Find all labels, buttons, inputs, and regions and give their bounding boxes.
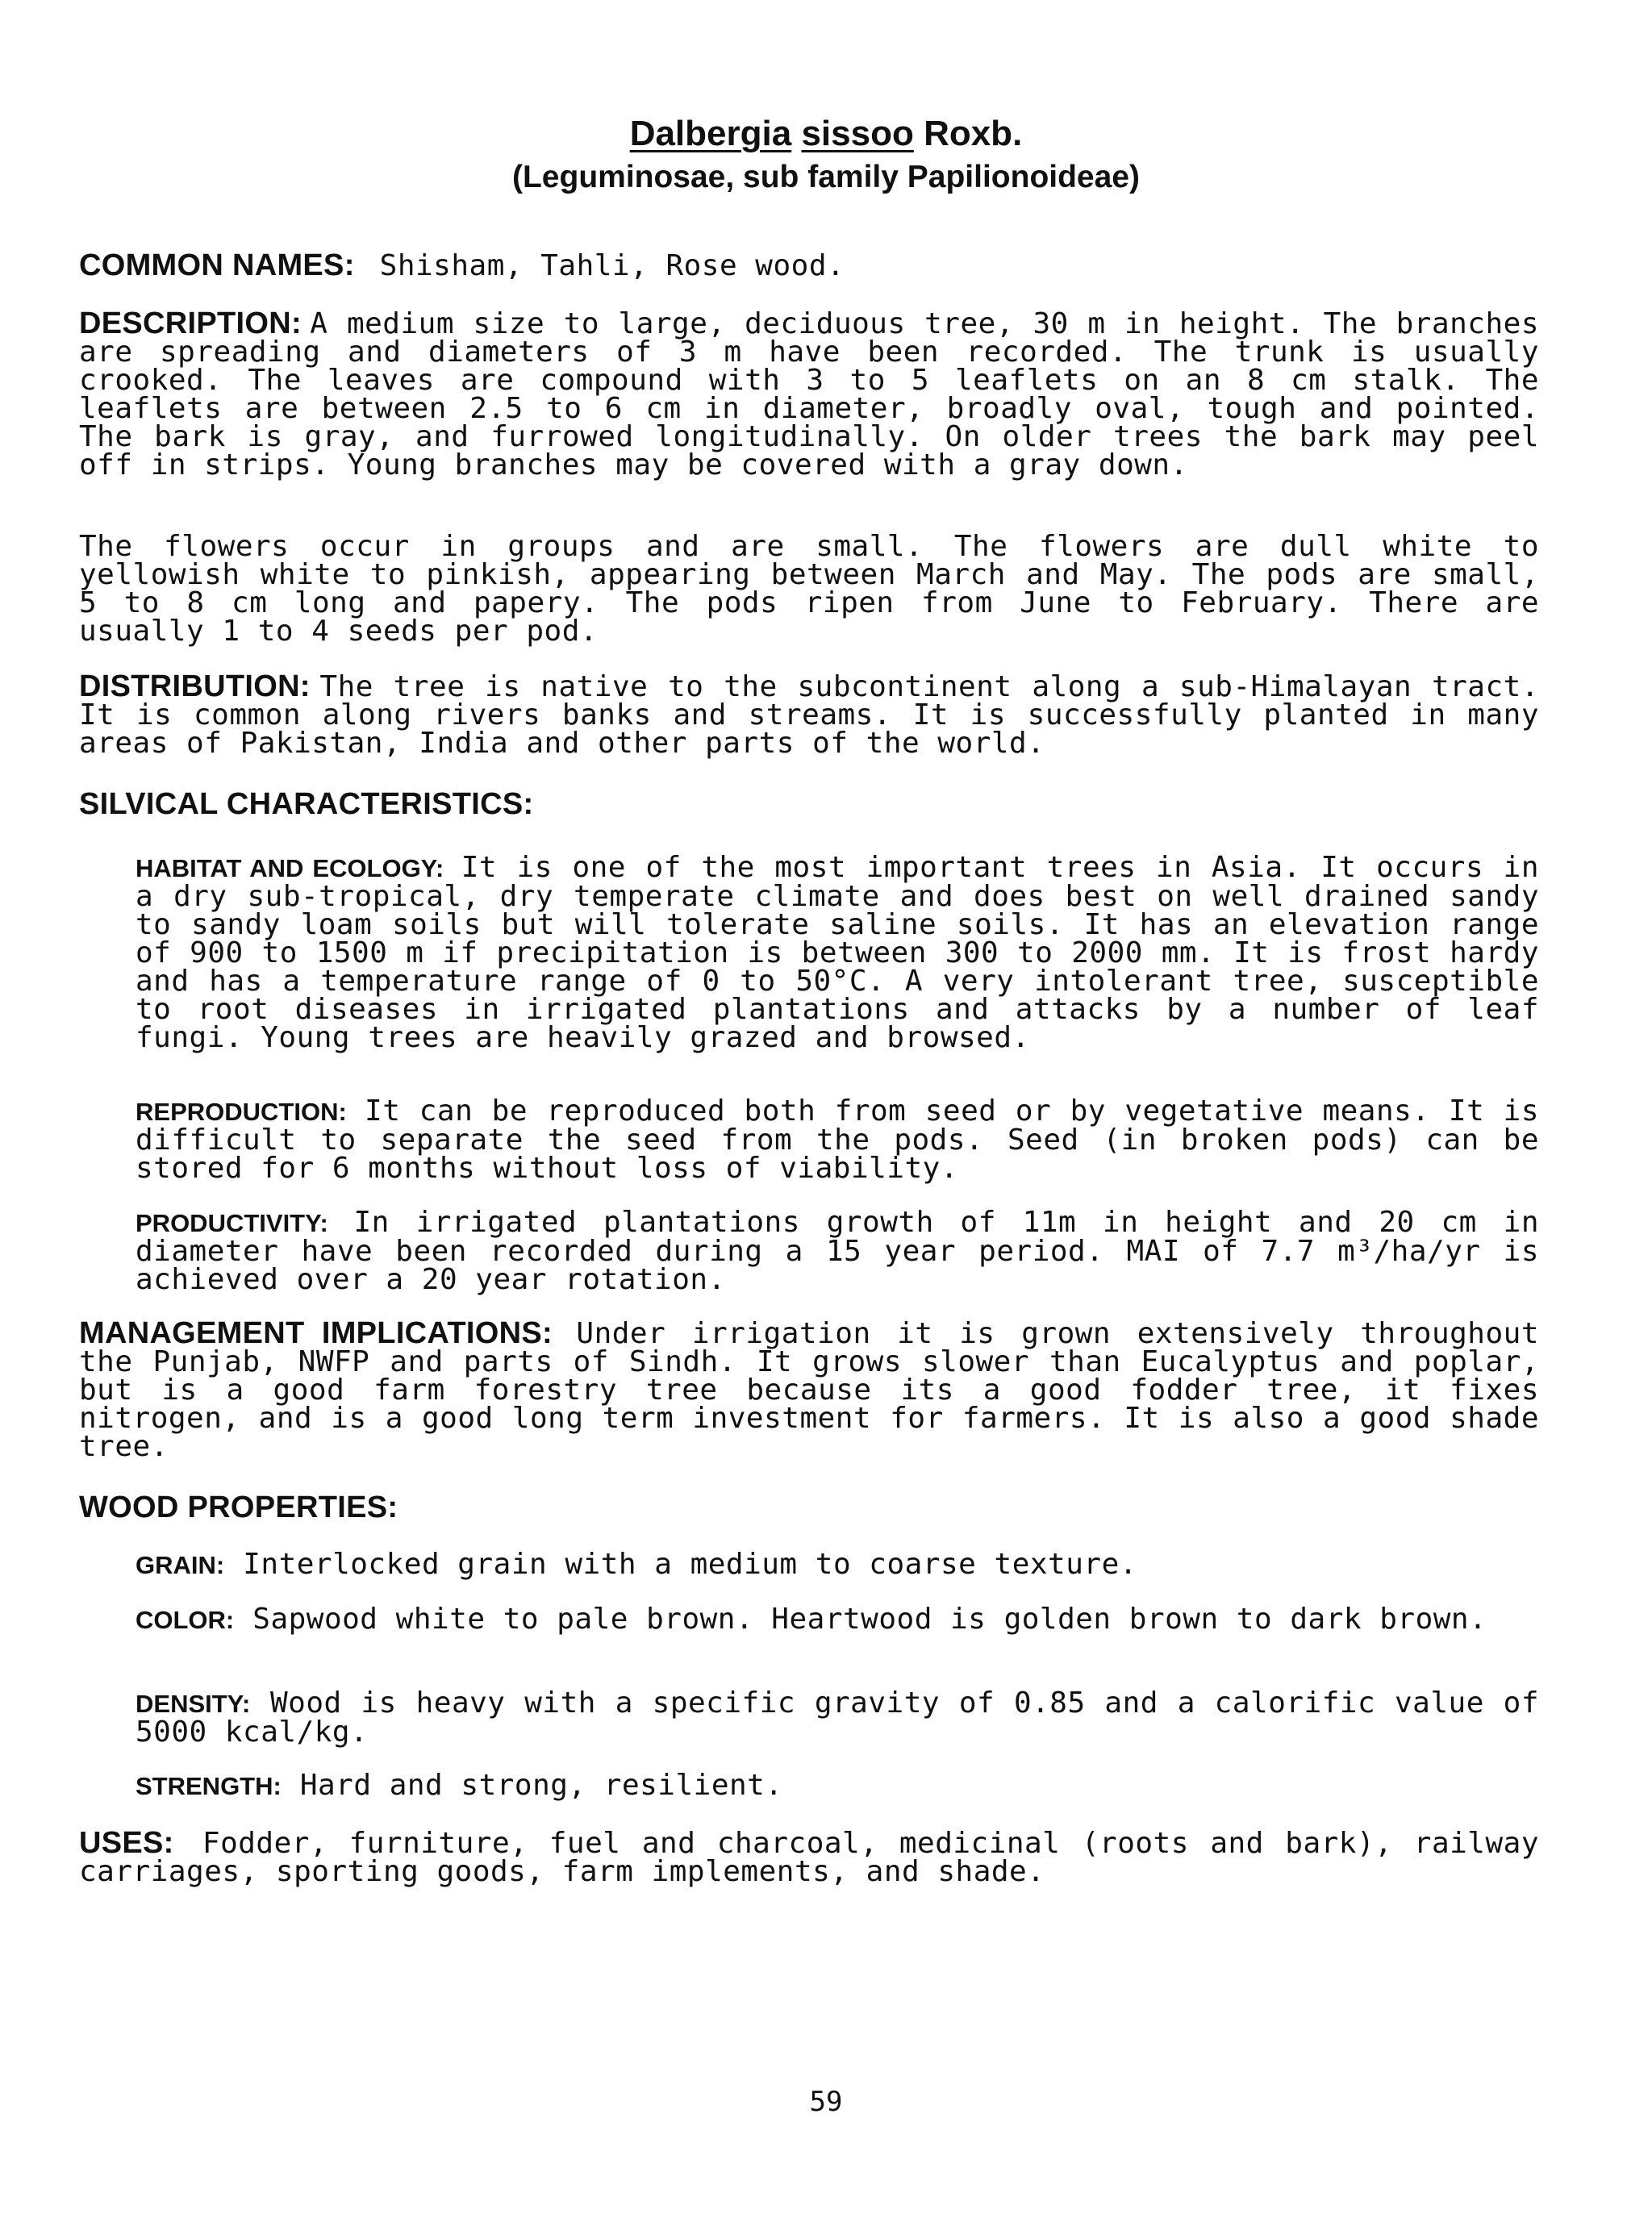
common-names-heading: COMMON NAMES: [79, 248, 355, 282]
productivity-section [136, 1208, 1539, 1294]
habitat-text: It is one of the most important trees in Asia. It occurs in a dry sub-tropical, dry temperate climate and does best on well drained sandy to sandy loam soils but will tolerate saline soils. It has an elevation range of 900 to 1500 m if precipitation is between 300 to 2000 mm. It is frost hardy and has a temperature range of 0 to 50°C. A very intolerant tree, susceptible to root diseases in irrigated plantations and attacks by a number of leaf fungi. Young trees are heavily grazed and browsed. [136, 851, 1540, 1054]
reproduction-section [136, 1094, 1539, 1185]
description-paragraph-2: The flowers occur in groups and are small. The flowers are dull white to yellowish white to pinkish, appearing between March and May. The pods are small, 5 to 8 cm long and papery. The pods ripen from June to February. There are usually 1 to 4 seeds per pod. [79, 530, 1539, 648]
page-title [0, 113, 1652, 155]
management-heading: MANAGEMENT IMPLICATIONS: [79, 1316, 553, 1350]
silvical-heading: SILVICAL CHARACTERISTICS: [79, 787, 534, 821]
strength-heading: STRENGTH: [136, 1772, 282, 1800]
color-text: Sapwood white to pale brown. Heartwood is golden brown to dark brown. [252, 1603, 1487, 1636]
wood-properties-heading: WOOD PROPERTIES: [79, 1490, 398, 1524]
grain-heading: GRAIN: [136, 1551, 225, 1579]
description-section [79, 306, 1539, 482]
uses-section [79, 1826, 1539, 1888]
author-name: Roxb. [924, 114, 1023, 153]
distribution-section [79, 669, 1540, 760]
reproduction-text: It can be reproduced both from seed or by vegetative means. It is difficult to separate the seed from the pods. Seed (in broken pods) can be stored for 6 months without loss of viability. [136, 1094, 1539, 1185]
reproduction-heading: REPRODUCTION: [136, 1098, 347, 1126]
strength-section [136, 1771, 1539, 1800]
density-section [136, 1686, 1540, 1749]
distribution-heading: DISTRIBUTION: [79, 669, 311, 703]
productivity-text: In irrigated plantations growth of 11m in height and 20 cm in diameter have been recorded during a 15 year period. MAI of 7.7 m³/ha/yr is achieved over a 20 year rotation. [136, 1206, 1540, 1296]
density-text: Wood is heavy with a specific gravity of 0.85 and a calorific value of 5000 kcal/kg. [136, 1686, 1540, 1749]
strength-text: Hard and strong, resilient. [299, 1769, 783, 1802]
habitat-section [136, 853, 1539, 1052]
density-heading: DENSITY: [136, 1690, 251, 1718]
common-names-section [79, 248, 1539, 282]
description-section-2 [79, 530, 1539, 648]
uses-heading: USES: [79, 1826, 174, 1860]
color-section [136, 1605, 1539, 1634]
page-number: 59 [809, 2086, 843, 2118]
uses-text: Fodder, furniture, fuel and charcoal, medicinal (roots and bark), railway carriages, sporting goods, farm implements, and shade. [79, 1827, 1539, 1888]
description-heading: DESCRIPTION: [79, 306, 302, 340]
grain-section [136, 1550, 1539, 1579]
wood-properties-section [79, 1490, 1539, 1525]
description-paragraph-1: A medium size to large, deciduous tree, 30 m in height. The branches are spreading and diameters of 3 m have been recorded. The trunk is usually crooked. The leaves are compound with 3 to 5 leaflets on an 8 cm stalk. The leaflets are between 2.5 to 6 cm in diameter, broadly oval, tough and pointed. The bark is gray, and furrowed longitudinally. On older trees the bark may peel off in strips. Young branches may be covered with a gray down. [79, 307, 1539, 482]
species-name: sissoo [801, 114, 914, 153]
management-section [79, 1316, 1539, 1463]
grain-text: Interlocked grain with a medium to coarse texture. [243, 1548, 1137, 1581]
genus-name: Dalbergia [629, 114, 792, 153]
management-text: Under irrigation it is grown extensively throughout the Punjab, NWFP and parts of Sindh. It grows slower than Eucalyptus and poplar, but is a good farm forestry tree because its a good fodder tree, it fixes nitrogen, and is a good long term investment for farmers. It is also a good shade tree. [79, 1317, 1539, 1463]
common-names-text: Shisham, Tahli, Rose wood. [379, 249, 845, 282]
family-subtitle: (Leguminosae, sub family Papilionoideae) [512, 160, 1140, 194]
silvical-section [79, 787, 1539, 822]
productivity-heading: PRODUCTIVITY: [136, 1209, 328, 1237]
distribution-text: The tree is native to the subcontinent along a sub-Himalayan tract. It is common along rivers banks and streams. It is successfully planted in many areas of Pakistan, India and other parts of the world. [79, 670, 1540, 760]
color-heading: COLOR: [136, 1606, 235, 1634]
habitat-heading: HABITAT AND ECOLOGY: [136, 854, 444, 882]
